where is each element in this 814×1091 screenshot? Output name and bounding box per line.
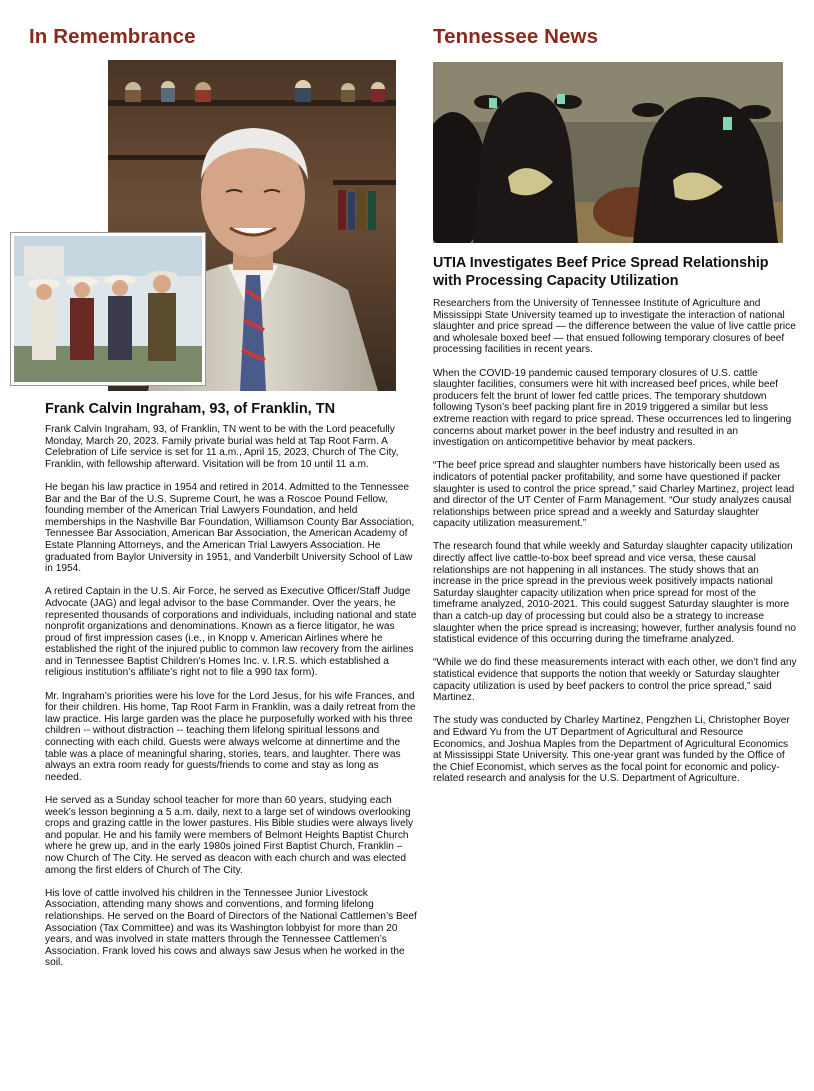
cattle-photo: [433, 62, 783, 243]
obituary-paragraph: He served as a Sunday school teacher for more than 60 years, studying each week’s lesson beginning a 5 a.m. daily, next to a large set of windows overlooking crops and grazing cattle in the lower pastures. His Bible studies were always lively and popular. He and his family were members of Belmont Heights Baptist Church where he grew up, and in the early 1980s joined First Baptist Church, Franklin – now Church of The City. He served as deacon with each church and was elected among the first elders of Church of The City.: [45, 795, 414, 876]
obituary-paragraph: He began his law practice in 1954 and retired in 2014. Admitted to the Tennessee Bar and the Bar of the U.S. Supreme Court, he was a Roscoe Pound Fellow, founding member of the American Trial Lawyers Foundation, and held memberships in the Nashville Bar Foundation, Williamson County Bar Association, Tennessee Bar Association, American Bar Association, the American Academy of Estate Planning Attorneys, and the American Trial Lawyers Association. He graduated from Baylor University in 1951, and Vanderbilt University School of Law in 1954.: [45, 481, 415, 575]
in-remembrance-title: In Remembrance: [29, 25, 196, 48]
article-paragraph: The study was conducted by Charley Martinez, Pengzhen Li, Christopher Boyer and Edward Yu from the UT Department of Agricultural and Resource Economics, and Joshua Maples from the Department of Agricultural Economics at Mississippi State University. This one-year grant was funded by the Office of the Chief Economist, which serves as the focal point for economic and policy-related research and analysis for the U.S. Department of Agriculture.: [433, 715, 790, 785]
article-paragraph: “The beef price spread and slaughter numbers have historically been used as indicators of potential packer profitability, and some have questioned if packer slaughter is used to control the price spread,” said Charley Martinez, project lead and director of the UT Center of Farm Management. “Our study analyzes causal relationships between price spread and a weekly and Saturday slaughter capacity utilization measurement.”: [433, 460, 795, 530]
obituary-paragraph: His love of cattle involved his children in the Tennessee Junior Livestock Association, attending many shows and conventions, and forming lifelong relationships. He served on the Board of Directors of the National Cattlemen’s Beef Association (Tax Committee) and was its Washington lobbyist for more than 20 years, and was involved in state matters through the Tennessee Cattlemen’s Association. Frank loved his cows and always saw Jesus when he worked in the soil.: [45, 887, 417, 969]
article-paragraph: The research found that while weekly and Saturday slaughter capacity utilization directly affect live cattle-to-box beef spread and vice versa, these causal relationships are not happening in all instances. The study shows that an increase in the price spread in the previous week positively impacts national Saturday slaughter capacity utilization when price spread for most of the timeframe analyzed, 2010-2021. This could suggest Saturday slaughter is more than a catch-up day of processing but could also be a strategy to increase slaughter when the price spread is increasing; however, further analysis found no statistical evidence of this occurring during the timeframe analyzed.: [433, 541, 797, 646]
article-paragraph: Researchers from the University of Tennessee Institute of Agriculture and Mississippi State University teamed up to investigate the interaction of national slaughter and price spread — the difference between the value of live cattle price and wholesale boxed beef — that ensued following temporary closures of beef processing facilities in recent years.: [433, 298, 796, 356]
obituary-name: Frank Calvin Ingraham, 93, of Franklin, TN: [45, 401, 336, 417]
article-paragraph: When the COVID-19 pandemic caused temporary closures of U.S. cattle slaughter facilities, consumers were hit with increased beef prices, while beef producers felt the brunt of lower fed cattle prices. The temporary shutdown following Tyson’s beef packing plant fire in 2019 triggered a similar but less extreme reaction with regard to price spread. These occurrences led to lingering concerns about market power in the beef industry and resulted in an investigation on anticompetitive behavior by meat packers.: [433, 367, 792, 449]
obituary-body: [45, 424, 417, 981]
tennessee-news-title: Tennessee News: [433, 25, 599, 48]
article-paragraph: “While we do find these measurements interact with each other, we don’t find any statistical evidence that supports the notion that weekly or Saturday slaughter capacity utilization is used by beef packers to control the price spread,” said Martinez.: [433, 657, 797, 704]
inset-group-photo: [11, 233, 205, 385]
article-headline: UTIA Investigates Beef Price Spread Relationship with Processing Capacity Utilization: [433, 255, 769, 289]
article-body: [433, 298, 797, 797]
obituary-paragraph: A retired Captain in the U.S. Air Force, he served as Executive Officer/Staff Judge Advocate (JAG) and legal advisor to the base Commander. Over the years, he represented thousands of corporations and individuals, including national and state nonprofit organizations and denominations. Known as a fierce litigator, he was proud of first impression cases (i.e., in Knopp v. American Airlines where he established the right of the injured public to common law recovery from the airlines and in Tennessee Baptist Children’s Homes Inc. v. I.R.S. which established a religious institution’s affiliate’s right not to file a 990 tax form).: [45, 586, 417, 679]
obituary-paragraph: Frank Calvin Ingraham, 93, of Franklin, TN went to be with the Lord peacefully Monday, March 20, 2023. Family private burial was held at Tap Root Farm. A Celebration of Life service is set for 11 a.m., April 15, 2023, Church of The City, Franklin, with fellowship afterward. Visitation will be from 10 until 11 a.m.: [45, 424, 399, 470]
obituary-paragraph: Mr. Ingraham’s priorities were his love for the Lord Jesus, for his wife Frances, and for their children. His home, Tap Root Farm in Franklin, was a daily retreat from the law practice. His large garden was the place he purposefully worked with his three children -- without distraction -- teaching them lifelong spiritual lessons and connecting with each child. Guests were always welcome at dinnertime and the table was a place of meaningful sharing, stories, tears, and laughter. There was always an extra room ready for guests/friends to come and stay as long as needed.: [45, 690, 416, 783]
